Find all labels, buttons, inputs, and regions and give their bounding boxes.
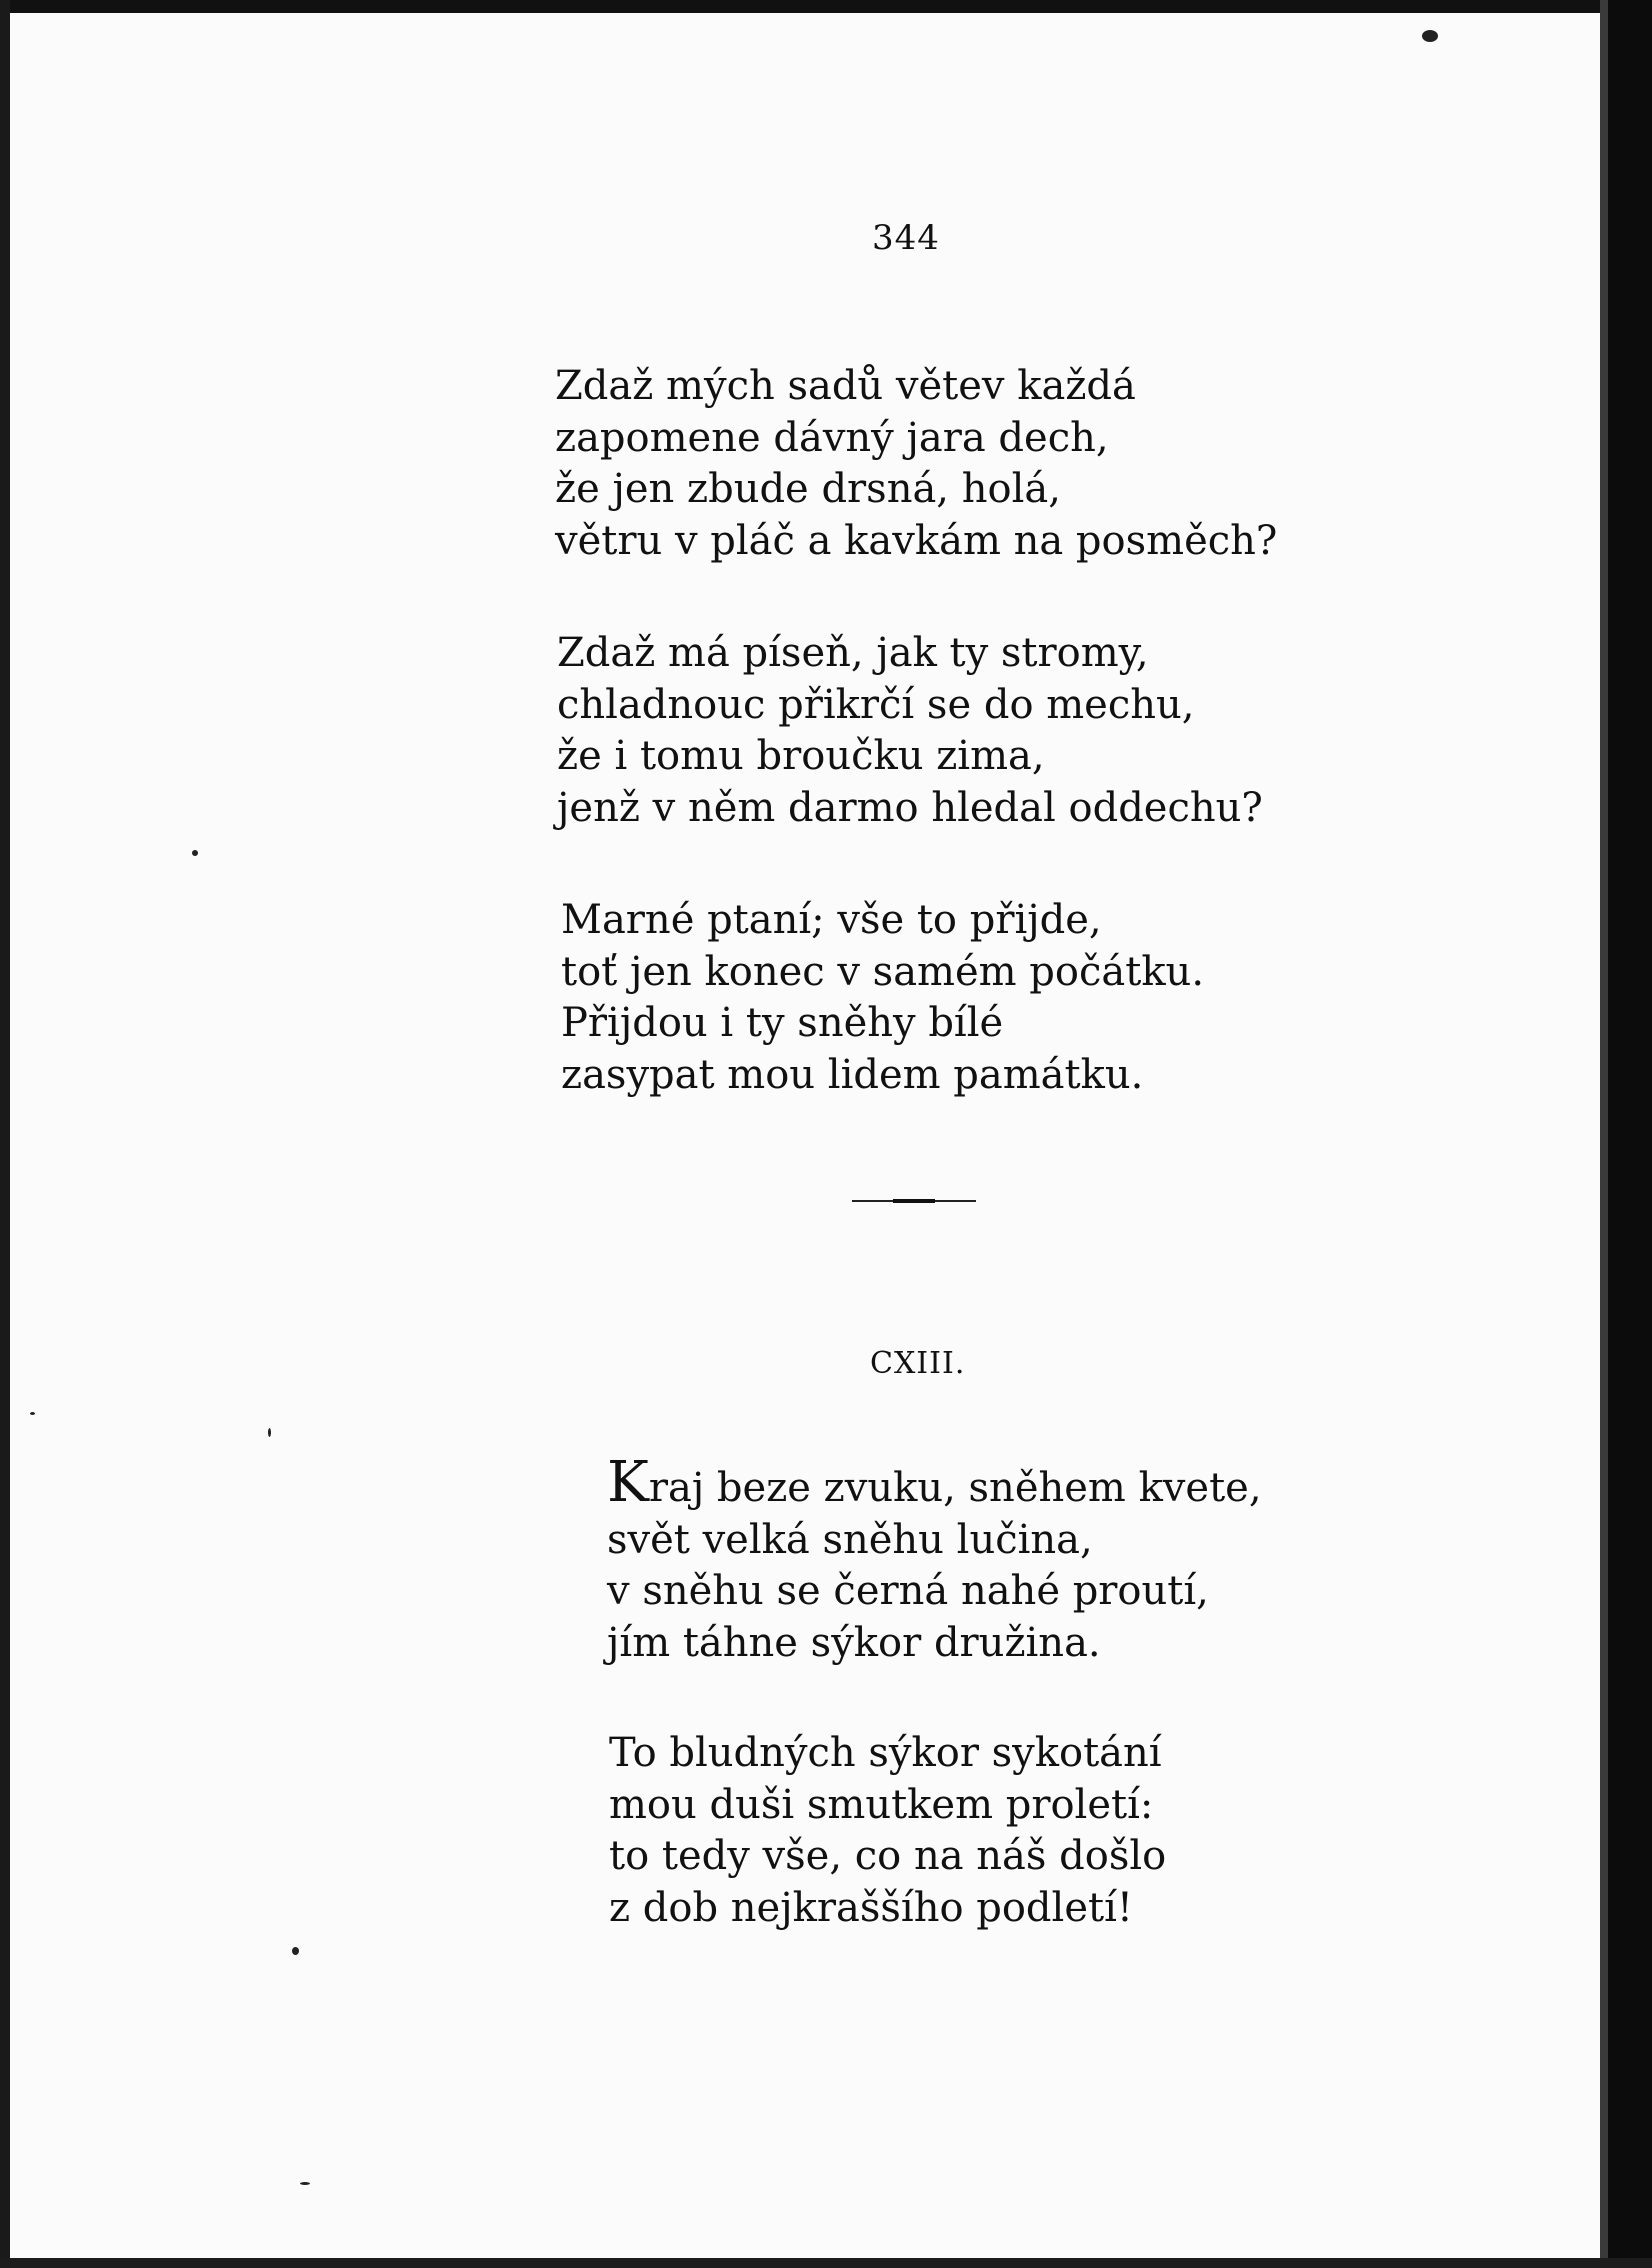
ink-speck [268,1428,271,1437]
scan-edge-top [0,0,1652,13]
verse-line: že i tomu broučku zima, [557,733,1045,779]
section-divider-center [893,1199,935,1203]
verse-line: jím táhne sýkor družina. [607,1619,1101,1666]
stanza [557,628,1263,834]
verse-line: To bludných sýkor sykotání [609,1730,1162,1776]
section-numeral: CXIII. [870,1346,966,1381]
verse-line: Marné ptaní; vše to přijde, [561,897,1102,943]
ink-speck [1422,30,1438,42]
first-line-text: raj beze zvuku, sněhem kvete, [648,1465,1262,1511]
verse-line: v sněhu se černá nahé proutí, [607,1568,1209,1614]
verse-line: jenž v něm darmo hledal oddechu? [557,784,1263,831]
drop-cap: K [607,1450,649,1515]
scan-edge-bottom [0,2258,1652,2268]
scan-edge-right [1608,0,1652,2268]
verse-line: chladnouc přikrčí se do mechu, [557,681,1195,728]
verse-line: svět velká sněhu lučina, [607,1516,1093,1563]
stanza [607,1450,1262,1669]
verse-line: zapomene dávný jara dech, [555,414,1109,461]
verse-line: Zdaž mých sadů větev každá [555,363,1136,409]
verse-line: z dob nejkraššího podletí! [609,1884,1133,1931]
stanza [555,361,1277,567]
scan-edge-right-shadow [1600,0,1608,2268]
ink-speck [192,850,198,856]
verse-line: to tedy vše, co na náš došlo [609,1833,1167,1879]
verse-line: že jen zbude drsná, holá, [555,466,1061,512]
page-number: 344 [872,218,940,258]
stanza [609,1728,1166,1934]
scan-edge-left [0,0,10,2268]
verse-line: Přijdou i ty sněhy bílé [561,1000,1004,1046]
ink-speck [30,1412,35,1415]
verse-line: zasypat mou lidem památku. [561,1051,1144,1098]
verse-line: mou duši smutkem proletí: [609,1781,1154,1828]
ink-speck [300,2182,310,2185]
verse-line: toť jen konec v samém počátku. [561,948,1205,995]
verse-line [607,1450,1262,1515]
ink-speck [292,1947,299,1955]
stanza [561,895,1204,1101]
verse-line: větru v pláč a kavkám na posměch? [555,517,1278,564]
verse-line: Zdaž má píseň, jak ty stromy, [557,630,1149,676]
